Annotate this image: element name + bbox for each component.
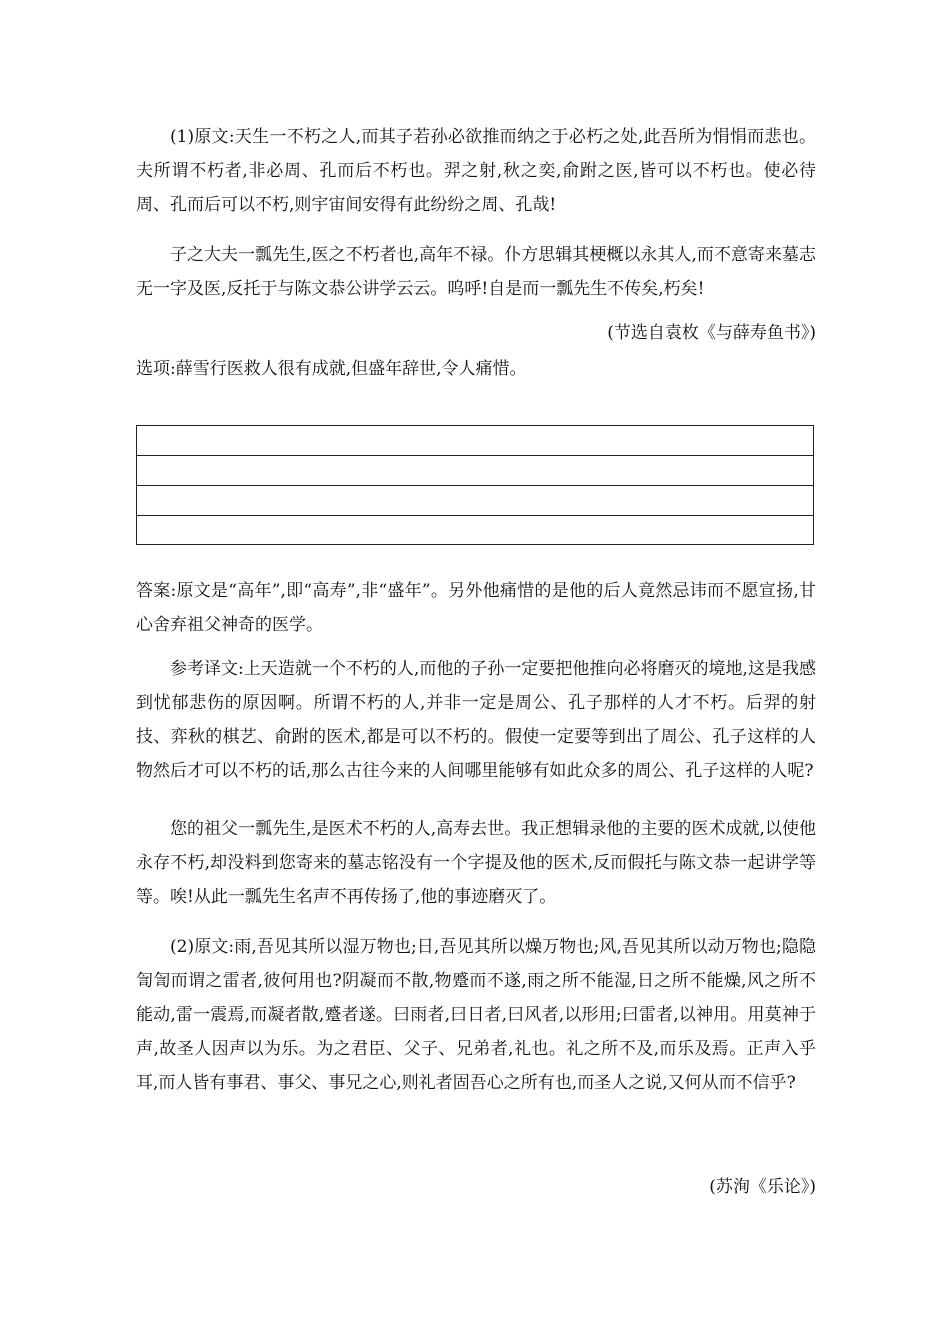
passage1-source: (节选自袁枚《与薛寿鱼书》) <box>607 323 816 343</box>
passage1-second-paragraph: 子之大夫一瓢先生,医之不朽者也,高年不禄。仆方思辑其梗概以永其人,而不意寄来墓志无一字及医,反托于与陈文恭公讲学云云。呜呼!自是而一瓢先生不传矣,朽矣! <box>136 245 816 299</box>
answer-line[interactable] <box>137 456 813 486</box>
answer-writing-box[interactable] <box>136 425 814 545</box>
answer-line[interactable] <box>137 426 813 456</box>
translation-second-paragraph: 您的祖父一瓢先生,是医术不朽的人,高寿去世。我正想辑录他的主要的医术成就,以使他永存不朽,却没料到您寄来的墓志铭没有一个字提及他的医术,反而假托与陈文恭一起讲学等等。唉!从此一瓢先生名声不再传扬了,他的事迹磨灭了。 <box>136 819 816 907</box>
answer-line[interactable] <box>137 516 813 546</box>
answer-line[interactable] <box>137 486 813 516</box>
passage2-source: (苏洵《乐论》) <box>709 1177 816 1197</box>
passage2-original: (2)原文:雨,吾见其所以湿万物也;日,吾见其所以燥万物也;风,吾见其所以动万物也;隐隐訇訇而谓之雷者,彼何用也?阴凝而不散,物蹙而不遂,雨之所不能湿,日之所不能燥,风之所不能动,雷一震焉,而凝者散,蹙者遂。曰雨者,曰日者,曰风者,以形用;曰雷者,以神用。用莫神于声,故圣人因声以为乐。为之君臣、父子、兄弟者,礼也。礼之所不及,而乐及焉。正声入乎耳,而人皆有事君、事父、事兄之心,则礼者固吾心之所有也,而圣人之说,又何从而不信乎? <box>136 937 816 1093</box>
option-statement: 选项:薛雪行医救人很有成就,但盛年辞世,令人痛惜。 <box>136 359 527 379</box>
reference-translation: 参考译文:上天造就一个不朽的人,而他的子孙一定要把他推向必将磨灭的境地,这是我感到忧郁悲伤的原因啊。所谓不朽的人,并非一定是周公、孔子那样的人才不朽。后羿的射技、弈秋的棋艺、俞跗的医术,都是可以不朽的。假使一定要等到出了周公、孔子这样的人物然后才可以不朽的话,那么古往今来的人间哪里能够有如此众多的周公、孔子这样的人呢? <box>136 659 816 781</box>
passage1-original: (1)原文:天生一不朽之人,而其子若孙必欲推而纳之于必朽之处,此吾所为悁悁而悲也。夫所谓不朽者,非必周、孔而后不朽也。羿之射,秋之奕,俞跗之医,皆可以不朽也。使必待周、孔而后可以不朽,则宇宙间安得有此纷纷之周、孔哉! <box>136 127 816 215</box>
answer-text: 答案:原文是“高年”,即“高寿”,非“盛年”。另外他痛惜的是他的后人竟然忌讳而不愿宣扬,甘心舍弃祖父神奇的医学。 <box>136 581 816 635</box>
